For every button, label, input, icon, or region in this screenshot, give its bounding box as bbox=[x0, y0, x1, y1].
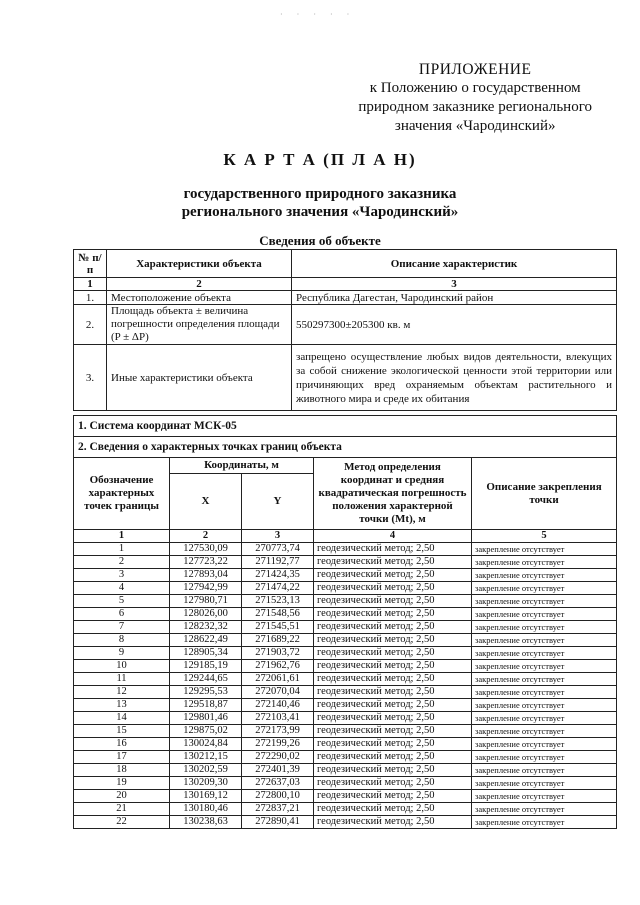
fixing-cell: закрепление отсутствует bbox=[472, 686, 617, 699]
scan-noise: · · · · · bbox=[280, 10, 356, 19]
header-x: X bbox=[170, 474, 242, 530]
table-row bbox=[74, 712, 617, 725]
coord-y: 272837,21 bbox=[242, 803, 314, 816]
table-row bbox=[74, 660, 617, 673]
table-row bbox=[74, 699, 617, 712]
row-description: Республика Дагестан, Чародинский район bbox=[292, 291, 617, 305]
appendix-line-2: природном заказнике регионального bbox=[358, 99, 592, 115]
subtitle-line-2: регионального значения «Чародинский» bbox=[181, 204, 459, 220]
coord-y: 270773,74 bbox=[242, 543, 314, 556]
coord-x: 128622,49 bbox=[170, 634, 242, 647]
point-number: 14 bbox=[74, 712, 170, 725]
header-y: Y bbox=[242, 474, 314, 530]
point-number: 12 bbox=[74, 686, 170, 699]
appendix-line-1: к Положению о государственном bbox=[369, 80, 581, 96]
method-cell: геодезический метод; 2,50 bbox=[314, 764, 472, 777]
coord-x: 129875,02 bbox=[170, 725, 242, 738]
method-cell: геодезический метод; 2,50 bbox=[314, 751, 472, 764]
method-cell: геодезический метод; 2,50 bbox=[314, 699, 472, 712]
header-description: Описание характеристик bbox=[292, 250, 617, 278]
fixing-cell: закрепление отсутствует bbox=[472, 699, 617, 712]
coord-x: 127942,99 bbox=[170, 582, 242, 595]
table-row bbox=[74, 305, 617, 345]
header-method: Метод определения координат и средняя квадратическая погрешность положения характерной точки (Mt), м bbox=[314, 458, 472, 530]
coord-y: 272800,10 bbox=[242, 790, 314, 803]
table-row bbox=[74, 647, 617, 660]
table-row bbox=[74, 595, 617, 608]
point-number: 18 bbox=[74, 764, 170, 777]
header-num: № п/п bbox=[74, 250, 107, 278]
point-number: 6 bbox=[74, 608, 170, 621]
table-row bbox=[74, 751, 617, 764]
coord-y: 271523,13 bbox=[242, 595, 314, 608]
coord-x: 127723,22 bbox=[170, 556, 242, 569]
coord-x: 127893,04 bbox=[170, 569, 242, 582]
coord-x: 127980,71 bbox=[170, 595, 242, 608]
point-number: 10 bbox=[74, 660, 170, 673]
map-title: К А Р Т А (П Л А Н) bbox=[223, 150, 417, 169]
fixing-cell: закрепление отсутствует bbox=[472, 608, 617, 621]
point-number: 4 bbox=[74, 582, 170, 595]
table-row bbox=[74, 816, 617, 829]
table-row bbox=[74, 790, 617, 803]
fixing-cell: закрепление отсутствует bbox=[472, 647, 617, 660]
fixing-cell: закрепление отсутствует bbox=[472, 569, 617, 582]
point-number: 15 bbox=[74, 725, 170, 738]
method-cell: геодезический метод; 2,50 bbox=[314, 595, 472, 608]
method-cell: геодезический метод; 2,50 bbox=[314, 686, 472, 699]
coord-x: 130169,12 bbox=[170, 790, 242, 803]
point-number: 20 bbox=[74, 790, 170, 803]
table-row bbox=[74, 803, 617, 816]
table-row bbox=[74, 621, 617, 634]
index-cell: 2 bbox=[107, 278, 292, 291]
section-title: Сведения об объекте bbox=[259, 233, 381, 248]
point-number: 13 bbox=[74, 699, 170, 712]
coord-y: 272199,26 bbox=[242, 738, 314, 751]
table-row bbox=[74, 673, 617, 686]
header-coords: Координаты, м bbox=[170, 458, 314, 474]
point-number: 11 bbox=[74, 673, 170, 686]
coord-x: 130209,30 bbox=[170, 777, 242, 790]
method-cell: геодезический метод; 2,50 bbox=[314, 790, 472, 803]
table-row bbox=[74, 686, 617, 699]
object-info-table bbox=[73, 249, 617, 411]
point-number: 3 bbox=[74, 569, 170, 582]
fixing-cell: закрепление отсутствует bbox=[472, 595, 617, 608]
method-cell: геодезический метод; 2,50 bbox=[314, 543, 472, 556]
coord-x: 129801,46 bbox=[170, 712, 242, 725]
coord-x: 129244,65 bbox=[170, 673, 242, 686]
boundary-points-table bbox=[73, 415, 617, 829]
coord-y: 271192,77 bbox=[242, 556, 314, 569]
fixing-cell: закрепление отсутствует bbox=[472, 725, 617, 738]
row-characteristic: Площадь объекта ± величина погрешности определения площади (P ± ΔP) bbox=[107, 305, 292, 345]
point-number: 7 bbox=[74, 621, 170, 634]
method-cell: геодезический метод; 2,50 bbox=[314, 725, 472, 738]
coord-y: 272103,41 bbox=[242, 712, 314, 725]
coord-y: 271962,76 bbox=[242, 660, 314, 673]
method-cell: геодезический метод; 2,50 bbox=[314, 582, 472, 595]
table-row bbox=[74, 764, 617, 777]
point-number: 2 bbox=[74, 556, 170, 569]
fixing-cell: закрепление отсутствует bbox=[472, 816, 617, 829]
fixing-cell: закрепление отсутствует bbox=[472, 582, 617, 595]
table-row bbox=[74, 725, 617, 738]
table-row bbox=[74, 345, 617, 411]
fixing-cell: закрепление отсутствует bbox=[472, 660, 617, 673]
row-characteristic: Местоположение объекта bbox=[107, 291, 292, 305]
fixing-cell: закрепление отсутствует bbox=[472, 673, 617, 686]
coord-system: 1. Система координат МСК-05 bbox=[74, 416, 617, 437]
index-cell: 4 bbox=[314, 530, 472, 543]
coord-x: 129295,53 bbox=[170, 686, 242, 699]
coord-y: 271474,22 bbox=[242, 582, 314, 595]
table-row bbox=[74, 634, 617, 647]
coord-x: 130238,63 bbox=[170, 816, 242, 829]
coord-x: 130212,15 bbox=[170, 751, 242, 764]
table-row bbox=[74, 556, 617, 569]
method-cell: геодезический метод; 2,50 bbox=[314, 647, 472, 660]
coord-y: 272061,61 bbox=[242, 673, 314, 686]
fixing-cell: закрепление отсутствует bbox=[472, 634, 617, 647]
coord-x: 129185,19 bbox=[170, 660, 242, 673]
points-section-title: 2. Сведения о характерных точках границ объекта bbox=[74, 437, 617, 458]
coord-x: 130180,46 bbox=[170, 803, 242, 816]
coord-y: 272140,46 bbox=[242, 699, 314, 712]
fixing-cell: закрепление отсутствует bbox=[472, 777, 617, 790]
appendix-title: ПРИЛОЖЕНИЕ bbox=[418, 61, 532, 78]
index-cell: 3 bbox=[242, 530, 314, 543]
coord-y: 271689,22 bbox=[242, 634, 314, 647]
fixing-cell: закрепление отсутствует bbox=[472, 803, 617, 816]
coord-x: 128905,34 bbox=[170, 647, 242, 660]
row-num: 3. bbox=[74, 345, 107, 411]
row-description: 550297300±205300 кв. м bbox=[292, 305, 617, 345]
method-cell: геодезический метод; 2,50 bbox=[314, 738, 472, 751]
coord-y: 272637,03 bbox=[242, 777, 314, 790]
table-row bbox=[74, 569, 617, 582]
row-characteristic: Иные характеристики объекта bbox=[107, 345, 292, 411]
method-cell: геодезический метод; 2,50 bbox=[314, 673, 472, 686]
method-cell: геодезический метод; 2,50 bbox=[314, 569, 472, 582]
coord-y: 272401,39 bbox=[242, 764, 314, 777]
method-cell: геодезический метод; 2,50 bbox=[314, 660, 472, 673]
coord-x: 130202,59 bbox=[170, 764, 242, 777]
method-cell: геодезический метод; 2,50 bbox=[314, 712, 472, 725]
fixing-cell: закрепление отсутствует bbox=[472, 621, 617, 634]
coord-x: 128232,32 bbox=[170, 621, 242, 634]
point-number: 21 bbox=[74, 803, 170, 816]
table-row bbox=[74, 608, 617, 621]
coord-x: 129518,87 bbox=[170, 699, 242, 712]
header-fixing: Описание закрепления точки bbox=[472, 458, 617, 530]
index-cell: 3 bbox=[292, 278, 617, 291]
subtitle-line-1: государственного природного заказника bbox=[183, 186, 457, 202]
table-row bbox=[74, 291, 617, 305]
table-row bbox=[74, 738, 617, 751]
point-number: 9 bbox=[74, 647, 170, 660]
fixing-cell: закрепление отсутствует bbox=[472, 543, 617, 556]
point-number: 17 bbox=[74, 751, 170, 764]
row-num: 2. bbox=[74, 305, 107, 345]
document-subtitle bbox=[0, 185, 640, 221]
method-cell: геодезический метод; 2,50 bbox=[314, 777, 472, 790]
method-cell: геодезический метод; 2,50 bbox=[314, 634, 472, 647]
coord-y: 272173,99 bbox=[242, 725, 314, 738]
index-cell: 1 bbox=[74, 530, 170, 543]
fixing-cell: закрепление отсутствует bbox=[472, 738, 617, 751]
coord-x: 130024,84 bbox=[170, 738, 242, 751]
coord-y: 271545,51 bbox=[242, 621, 314, 634]
header-designation: Обозначение характерных точек границы bbox=[74, 458, 170, 530]
point-number: 19 bbox=[74, 777, 170, 790]
point-number: 1 bbox=[74, 543, 170, 556]
point-number: 8 bbox=[74, 634, 170, 647]
table-row bbox=[74, 543, 617, 556]
index-cell: 2 bbox=[170, 530, 242, 543]
fixing-cell: закрепление отсутствует bbox=[472, 764, 617, 777]
method-cell: геодезический метод; 2,50 bbox=[314, 608, 472, 621]
row-num: 1. bbox=[74, 291, 107, 305]
fixing-cell: закрепление отсутствует bbox=[472, 556, 617, 569]
coord-y: 271548,56 bbox=[242, 608, 314, 621]
coord-y: 271903,72 bbox=[242, 647, 314, 660]
method-cell: геодезический метод; 2,50 bbox=[314, 556, 472, 569]
coord-x: 128026,00 bbox=[170, 608, 242, 621]
coord-y: 271424,35 bbox=[242, 569, 314, 582]
index-cell: 1 bbox=[74, 278, 107, 291]
coord-y: 272290,02 bbox=[242, 751, 314, 764]
coord-y: 272890,41 bbox=[242, 816, 314, 829]
point-number: 22 bbox=[74, 816, 170, 829]
coord-y: 272070,04 bbox=[242, 686, 314, 699]
point-number: 5 bbox=[74, 595, 170, 608]
point-number: 16 bbox=[74, 738, 170, 751]
table-row bbox=[74, 777, 617, 790]
fixing-cell: закрепление отсутствует bbox=[472, 712, 617, 725]
coord-x: 127530,09 bbox=[170, 543, 242, 556]
index-cell: 5 bbox=[472, 530, 617, 543]
row-description: запрещено осуществление любых видов деятельности, влекущих за собой снижение экологической ценности этой территории или причиняющих вред охраняемым объектам растительного и животного мира и среде их обитания bbox=[292, 345, 617, 411]
points-body bbox=[74, 543, 617, 829]
fixing-cell: закрепление отсутствует bbox=[472, 751, 617, 764]
appendix-line-3: значения «Чародинский» bbox=[394, 118, 556, 134]
table-row bbox=[74, 582, 617, 595]
method-cell: геодезический метод; 2,50 bbox=[314, 803, 472, 816]
fixing-cell: закрепление отсутствует bbox=[472, 790, 617, 803]
method-cell: геодезический метод; 2,50 bbox=[314, 816, 472, 829]
appendix-block bbox=[358, 60, 592, 136]
header-characteristic: Характеристики объекта bbox=[107, 250, 292, 278]
method-cell: геодезический метод; 2,50 bbox=[314, 621, 472, 634]
